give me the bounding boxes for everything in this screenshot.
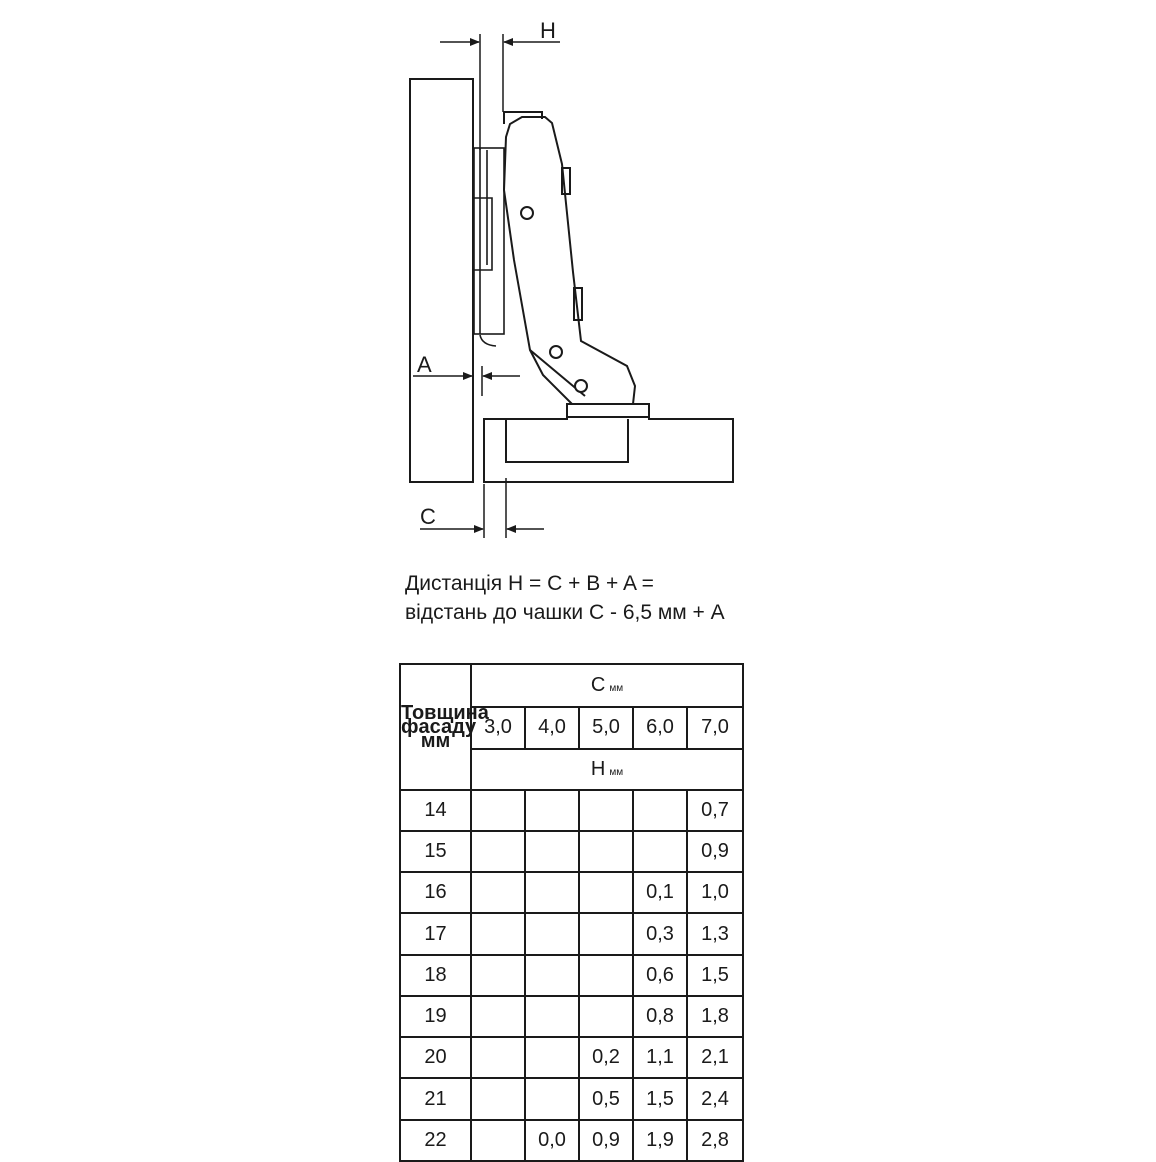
table-header-c-row — [400, 664, 743, 707]
h-value-cell: 1,5 — [633, 1078, 687, 1119]
h-value-cell: 0,1 — [633, 872, 687, 913]
h-value-cell: 1,0 — [687, 872, 743, 913]
h-value-cell: 2,8 — [687, 1120, 743, 1161]
h-value-cell — [633, 831, 687, 872]
table-row — [400, 1120, 743, 1161]
h-value-cell — [471, 872, 525, 913]
h-value-cell: 1,3 — [687, 913, 743, 954]
door-panel — [484, 417, 733, 482]
c-value: 3,0 — [471, 707, 525, 748]
thickness-value: 18 — [400, 955, 471, 996]
h-value-cell: 1,1 — [633, 1037, 687, 1078]
thickness-value: 19 — [400, 996, 471, 1037]
thickness-value: 14 — [400, 790, 471, 831]
h-value-cell — [471, 913, 525, 954]
table-row — [400, 1078, 743, 1119]
h-value-cell — [579, 955, 633, 996]
cabinet-side-panel — [410, 79, 473, 482]
h-value-cell: 0,7 — [687, 790, 743, 831]
thickness-value: 21 — [400, 1078, 471, 1119]
h-value-cell: 0,2 — [579, 1037, 633, 1078]
h-value-cell — [471, 1078, 525, 1119]
h-header-label: H — [590, 757, 606, 780]
c-header-label: C — [590, 674, 606, 697]
h-value-cell: 0,3 — [633, 913, 687, 954]
thickness-value: 15 — [400, 831, 471, 872]
h-value-cell — [525, 831, 579, 872]
h-value-cell — [471, 831, 525, 872]
h-value-cell: 2,4 — [687, 1078, 743, 1119]
c-value: 5,0 — [579, 707, 633, 748]
h-value-cell — [579, 996, 633, 1037]
hinge-arm — [504, 112, 635, 404]
h-value-cell: 0,9 — [687, 831, 743, 872]
label-h: H — [540, 18, 556, 43]
thickness-value: 16 — [400, 872, 471, 913]
dimension-c — [420, 478, 544, 538]
h-value-cell — [525, 913, 579, 954]
h-value-cell — [471, 955, 525, 996]
table-row — [400, 872, 743, 913]
h-value-cell: 0,5 — [579, 1078, 633, 1119]
h-value-cell — [633, 790, 687, 831]
h-value-cell — [579, 913, 633, 954]
h-unit: мм — [609, 766, 624, 778]
hinge-installation-diagram — [0, 0, 1156, 560]
h-value-cell: 0,6 — [633, 955, 687, 996]
h-value-cell — [525, 996, 579, 1037]
label-c: C — [420, 504, 436, 529]
hinge-cup-base — [567, 404, 649, 417]
h-value-cell — [525, 955, 579, 996]
c-value: 4,0 — [525, 707, 579, 748]
h-value-cell — [579, 831, 633, 872]
table-row — [400, 1037, 743, 1078]
h-value-cell — [525, 1078, 579, 1119]
h-value-cell: 1,9 — [633, 1120, 687, 1161]
h-value-cell: 1,8 — [687, 996, 743, 1037]
c-unit: мм — [609, 683, 624, 695]
c-value: 7,0 — [687, 707, 743, 748]
c-value: 6,0 — [633, 707, 687, 748]
h-value-cell: 0,9 — [579, 1120, 633, 1161]
h-value-cell: 1,5 — [687, 955, 743, 996]
table-row — [400, 913, 743, 954]
formula-line-2: відстань до чашки C - 6,5 мм + A — [405, 601, 725, 624]
h-value-cell — [579, 790, 633, 831]
h-value-cell — [525, 790, 579, 831]
h-header — [471, 749, 743, 790]
thickness-header: Товщина фасаду мм — [400, 664, 471, 790]
h-value-cell — [471, 790, 525, 831]
h-value-cell — [471, 996, 525, 1037]
label-a: A — [417, 352, 432, 377]
table-row — [400, 831, 743, 872]
h-value-cell — [471, 1037, 525, 1078]
table-row — [400, 955, 743, 996]
h-value-cell: 0,0 — [525, 1120, 579, 1161]
h-value-cell: 0,8 — [633, 996, 687, 1037]
table-row — [400, 790, 743, 831]
table-row — [400, 996, 743, 1037]
formula-line-1: Дистанція H = C + B + A = — [405, 572, 654, 595]
thickness-value: 22 — [400, 1120, 471, 1161]
h-value-cell — [579, 872, 633, 913]
c-header — [471, 664, 743, 707]
h-value-cell — [525, 872, 579, 913]
hinge-distance-table — [399, 663, 744, 1162]
mounting-plate — [474, 148, 504, 346]
thickness-value: 20 — [400, 1037, 471, 1078]
thickness-value: 17 — [400, 913, 471, 954]
h-value-cell: 2,1 — [687, 1037, 743, 1078]
h-value-cell — [471, 1120, 525, 1161]
h-value-cell — [525, 1037, 579, 1078]
